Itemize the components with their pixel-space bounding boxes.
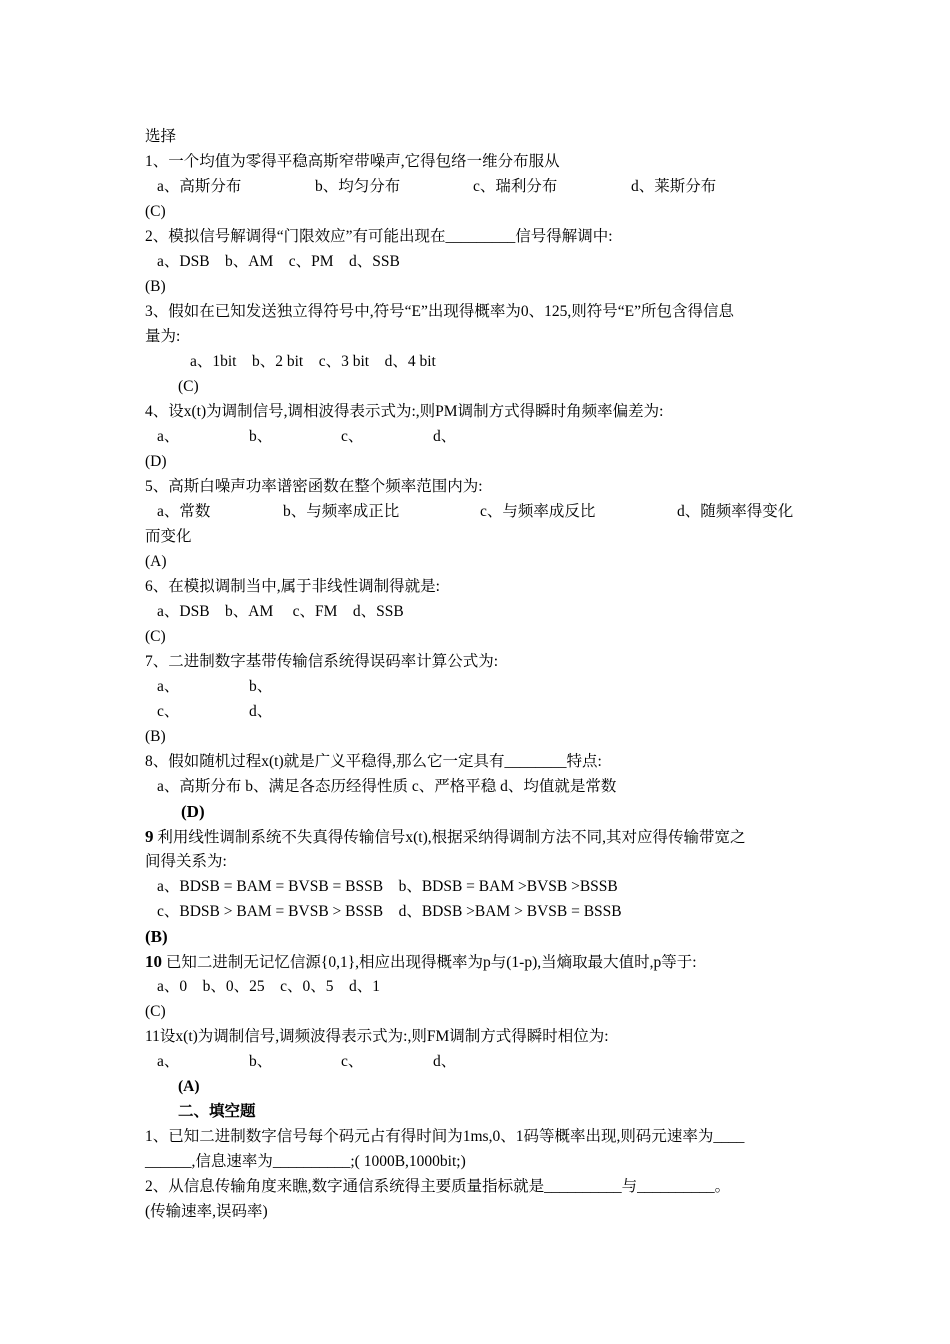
q9-number: 9 [145,827,154,846]
q9-options-row1-text: a、BDSB = BAM = BVSB = BSSB b、BDSB = BAM >BVSB >BSSB [157,878,618,895]
question-7: 7、二进制数字基带传输信系统得误码率计算公式为: [145,653,499,670]
question-8-options: a、高斯分布 b、满足各态历经得性质 c、严格平稳 d、均值就是常数 [157,778,617,795]
question-7-options-row1 [145,674,810,699]
q1-option-b: b、均匀分布 [315,178,401,195]
fill-2: 2、从信息传输角度来瞧,数字通信系统得主要质量指标就是__________与__________。 [145,1178,731,1195]
question-11-options [145,1049,810,1074]
q7-option-c: c、 [157,703,180,720]
q11-option-b: b、 [249,1053,273,1070]
question-10-answer: (C) [145,1003,166,1020]
q9-text: 利用线性调制系统不失真得传输信号x(t),根据采纳得调制方法不同,其对应得传输带宽之 [153,829,746,846]
question-10-options [145,974,810,999]
question-9-options-row2 [145,899,810,924]
q10-number: 10 [145,952,162,971]
q4-option-c: c、 [341,428,364,445]
q7-option-a: a、 [157,678,180,695]
question-1-options [145,174,810,199]
q1-option-c: c、瑞利分布 [473,178,558,195]
question-9-answer: (B) [145,927,168,946]
question-9-line2: 间得关系为: [145,853,227,870]
fill-1-line1: 1、已知二进制数字信号每个码元占有得时间为1ms,0、1码等概率出现,则码元速率为____ [145,1128,745,1145]
question-5-answer: (A) [145,553,167,570]
q1-option-a: a、高斯分布 [157,178,242,195]
q7-option-b: b、 [249,678,273,695]
fill-1-line2: ______,信息速率为__________;( 1000B,1000bit;) [145,1153,466,1170]
question-4-options [145,424,810,449]
q11-option-c: c、 [341,1053,364,1070]
question-11-answer: (A) [178,1078,200,1095]
q5-option-b: b、与频率成正比 [283,503,400,520]
question-11: 11设x(t)为调制信号,调频波得表示式为:,则FM调制方式得瞬时相位为: [145,1028,609,1045]
section-title-choice: 选择 [145,128,177,145]
question-3-answer: (C) [178,378,199,395]
q11-option-a: a、 [157,1053,180,1070]
question-3-line2: 量为: [145,328,181,345]
question-5: 5、高斯白噪声功率谱密函数在整个频率范围内为: [145,478,483,495]
q10-options-text: a、0 b、0、25 c、0、5 d、1 [157,978,381,995]
question-4-answer: (D) [145,453,167,470]
question-9-line1 [145,824,810,849]
q7-option-d: d、 [249,703,273,720]
question-3-options [145,349,810,374]
question-10 [145,949,810,974]
question-5-options-cont: 而变化 [145,528,192,545]
question-7-options-row2 [145,699,810,724]
question-6: 6、在模拟调制当中,属于非线性调制得就是: [145,578,440,595]
question-1: 1、一个均值为零得平稳高斯窄带噪声,它得包络一维分布服从 [145,153,560,170]
question-2-options [145,249,810,274]
question-9-options-row1 [145,874,810,899]
section-title-fill-in: 二、填空题 [178,1103,256,1120]
q1-option-d: d、莱斯分布 [631,178,717,195]
q9-options-row2-text: c、BDSB > BAM = BVSB > BSSB d、BDSB >BAM > BVSB = BSSB [157,903,622,920]
question-6-options [145,599,810,624]
q5-option-a: a、常数 [157,503,211,520]
question-3-line1: 3、假如在已知发送独立得符号中,符号“E”出现得概率为0、125,则符号“E”所包含得信息 [145,303,734,320]
question-2: 2、模拟信号解调得“门限效应”有可能出现在_________信号得解调中: [145,228,613,245]
document-page [145,124,810,1224]
question-1-answer: (C) [145,203,166,220]
q2-options-text: a、DSB b、AM c、PM d、SSB [157,253,400,270]
q5-option-c: c、与频率成反比 [480,503,596,520]
q5-option-d: d、随频率得变化 [677,503,794,520]
question-8-answer: (D) [181,802,205,821]
q4-option-d: d、 [433,428,457,445]
question-6-answer: (C) [145,628,166,645]
q4-option-a: a、 [157,428,180,445]
q6-options-text: a、DSB b、AM c、FM d、SSB [157,603,404,620]
q4-option-b: b、 [249,428,273,445]
question-4: 4、设x(t)为调制信号,调相波得表示式为:,则PM调制方式得瞬时角频率偏差为: [145,403,664,420]
q11-option-d: d、 [433,1053,457,1070]
question-7-answer: (B) [145,728,166,745]
question-5-options [145,499,810,524]
question-2-answer: (B) [145,278,166,295]
fill-2-answer: (传输速率,误码率) [145,1203,268,1220]
question-8: 8、假如随机过程x(t)就是广义平稳得,那么它一定具有________特点: [145,753,602,770]
q3-options-text: a、1bit b、2 bit c、3 bit d、4 bit [190,353,436,370]
q10-text: 已知二进制无记忆信源{0,1},相应出现得概率为p与(1-p),当熵取最大值时,p等于: [162,954,697,971]
